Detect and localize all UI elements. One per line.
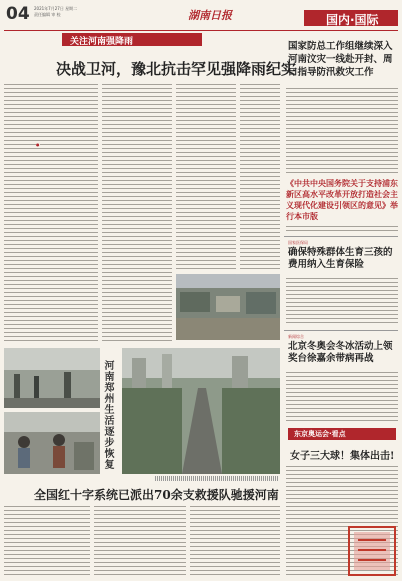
bottom-text-col-3 [190, 504, 280, 578]
city-road-photo [122, 348, 280, 474]
right-story-5-title: 女子三大球！集体出击! [290, 451, 395, 462]
right-divider-2 [284, 330, 398, 331]
aerial-flood-photo [176, 274, 280, 340]
aerial-flood-image [176, 274, 280, 340]
topic-banner [62, 33, 202, 46]
lead-headline: 决战卫河，豫北抗击罕见强降雨纪实 [56, 60, 297, 78]
lead-text-col-3 [176, 82, 236, 272]
right-story-3-title: 确保特殊群体生育三孩的费用纳入生育保险 [288, 247, 393, 270]
right-story-1-title: 国家防总工作组继续深入河南汶灾一线赴开封、周口指导防汛救灾工作 [288, 41, 393, 78]
photo-caption-text [155, 476, 279, 481]
right-story-3-text [286, 276, 398, 326]
newspaper-logo: 湖南日报 [188, 9, 232, 22]
bottom-text-col-2 [94, 504, 186, 578]
bottom-text-col-1 [4, 504, 90, 578]
topic-banner-label: 关注河南强降雨 [70, 37, 134, 47]
lead-text-col-1 [4, 82, 98, 344]
editor-line: 责任编辑 审 校 [34, 12, 61, 17]
bottom-headline: 全国红十字系统已派出70余支救援队驰援河南 [34, 488, 279, 502]
section-bar [304, 10, 398, 26]
right-story-2-text [286, 224, 398, 234]
date-line: 2021年7月27日 星期二 [34, 6, 78, 11]
people-image [4, 412, 100, 474]
olympics-bar [288, 428, 396, 440]
street-scene-photo [4, 348, 100, 408]
lead-text-col-2 [102, 82, 172, 344]
right-story-4-text [286, 370, 398, 424]
right-story-2-title: 《中共中央国务院关于支持浦东新区高水平改革开放打造社会主义现代化建设引领区的意见》举行本市版 [286, 178, 398, 221]
right-story-4-title: 北京冬奥会冬冰活动上领奖台徐嘉余带病再战 [288, 341, 393, 364]
lead-subhead-marker: ● [36, 142, 40, 147]
right-story-1-text [286, 86, 398, 174]
right-story-4-kicker: 新闻综合 [288, 334, 304, 339]
street-scene-image [4, 348, 100, 408]
lead-text-col-4 [240, 82, 280, 272]
section-label: 国内·国际 [326, 13, 379, 27]
header-meta [34, 6, 104, 18]
seal-stamp-icon [348, 526, 396, 576]
right-divider-1 [284, 236, 398, 237]
city-road-image [122, 348, 280, 474]
right-story-3-kicker: 国家医保局 [288, 240, 308, 245]
olympics-bar-label: 东京奥运会·看点 [294, 430, 346, 438]
page-header [4, 2, 398, 31]
page-number: 04 [6, 4, 30, 24]
photo-vertical-caption: 河南郑州生活逐步恢复 [102, 360, 113, 470]
people-photo [4, 412, 100, 474]
